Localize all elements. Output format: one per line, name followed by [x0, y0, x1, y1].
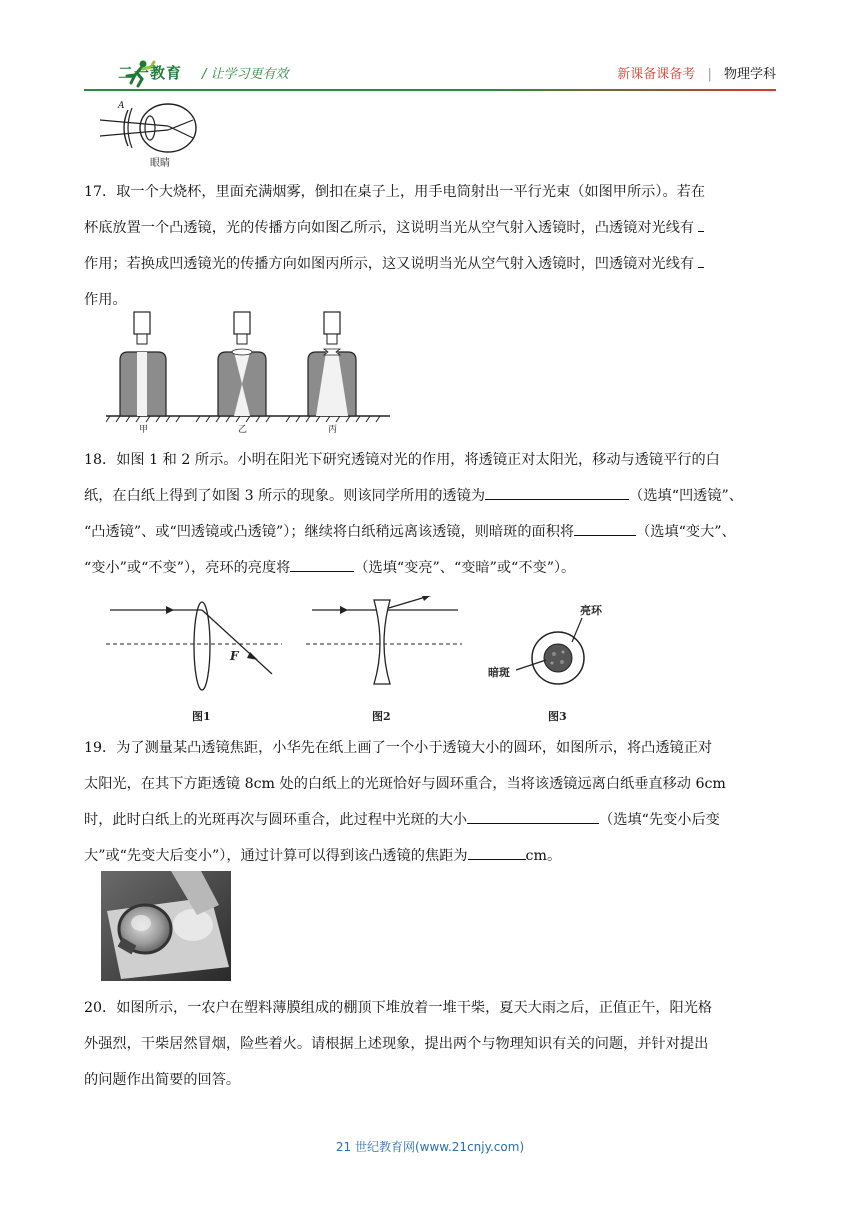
header-subject: 物理学科	[723, 67, 776, 82]
header-course-label: 新课备课备考	[617, 67, 696, 82]
q19-line: 大”或“先变大后变小”），通过计算可以得到该凸透镜的焦距为 cm。	[84, 838, 776, 874]
q20-line: 20．如图所示，一农户在塑料薄膜组成的棚顶下堆放着一堆干柴，夏天大雨之后，正值正午，阳光格	[84, 1000, 713, 1016]
answer-blank-spot-size[interactable]	[467, 807, 599, 824]
lens-figures	[106, 596, 726, 726]
page-header	[84, 58, 776, 92]
answer-blank[interactable]	[698, 215, 704, 232]
q18-line: 18．如图 1 和 2 所示。小明在阳光下研究透镜对光的作用，将透镜正对太阳光，移动与透镜平行的白	[84, 452, 720, 468]
q18-line: “凸透镜”、或“凹透镜或凸透镜”）；继续将白纸稍远离该透镜，则暗斑的面积将 （选填“变大”、	[84, 514, 776, 550]
fig-label-jia: 甲	[139, 425, 149, 435]
answer-blank-spot-area[interactable]	[574, 519, 636, 536]
lens-photo	[101, 871, 231, 981]
beaker-bing	[308, 312, 356, 416]
dark-spot-label: 暗斑	[488, 666, 510, 679]
q17-line: 杯底放置一个凸透镜，光的传播方向如图乙所示，这说明当光从空气射入透镜时，凸透镜对光线有	[84, 210, 776, 246]
fig-label-yi: 乙	[238, 425, 248, 435]
q19-line: 19．为了测量某凸透镜焦距，小华先在纸上画了一个小于透镜大小的圆环，如图所示，将凸透镜正对	[84, 740, 713, 756]
beaker-jia	[120, 312, 166, 416]
beaker-figure	[106, 308, 396, 436]
q17-line: 17．取一个大烧杯，里面充满烟雾，倒扣在桌子上，用手电筒射出一平行光束（如图甲所示）。若在	[84, 184, 706, 200]
q17-line: 作用。	[84, 292, 127, 308]
fig2-caption: 图2	[372, 710, 391, 723]
q18-line: 纸，在白纸上得到了如图 3 所示的现象。则该同学所用的透镜为 （选填“凹透镜”、	[84, 478, 776, 514]
question-17	[84, 174, 776, 318]
answer-blank-brightness[interactable]	[290, 555, 354, 572]
eye-diagram	[98, 98, 208, 170]
beaker-yi	[218, 312, 266, 416]
focus-label: F	[230, 649, 239, 663]
figure-1-convex-lens	[106, 602, 282, 723]
figure-3-light-ring	[488, 603, 603, 723]
eye-caption: 眼睛	[150, 158, 170, 169]
question-19	[84, 730, 776, 874]
answer-blank-lens-type[interactable]	[485, 483, 629, 500]
q20-line: 的问题作出简要的回答。	[84, 1072, 241, 1088]
figure-2-concave-lens	[306, 596, 462, 723]
answer-blank-focal-length[interactable]	[468, 843, 526, 860]
fig-label-bing: 丙	[328, 425, 338, 435]
q18-line: “变小”或“不变”），亮环的亮度将 （选填“变亮”、“变暗”或“不变”）。	[84, 550, 776, 586]
q19-line: 时，此时白纸上的光斑再次与圆环重合，此过程中光斑的大小 （选填“先变小后变	[84, 802, 776, 838]
q19-line: 太阳光，在其下方距透镜 8cm 处的白纸上的光斑恰好与圆环重合，当将该透镜远离白纸垂直移动 6cm	[84, 776, 726, 792]
page-footer: 21 世纪教育网(www.21cnjy.com)	[335, 1140, 525, 1154]
eye-label-a: A	[118, 101, 125, 111]
fig3-caption: 图3	[548, 710, 567, 723]
logo-text: 二一教育	[118, 64, 183, 82]
q20-line: 外强烈，干柴居然冒烟，险些着火。请根据上述现象，提出两个与物理知识有关的问题，并针对提出	[84, 1036, 709, 1052]
answer-blank[interactable]	[698, 251, 704, 268]
header-right	[617, 63, 776, 82]
q17-line: 作用；若换成凹透镜光的传播方向如图丙所示，这又说明当光从空气射入透镜时，凹透镜对光线有	[84, 246, 776, 282]
bright-ring-label: 亮环	[580, 604, 602, 617]
header-slogan: / 让学习更有效	[202, 67, 289, 82]
question-20	[84, 990, 776, 1098]
header-separator: |	[707, 67, 712, 82]
fig1-caption: 图1	[192, 710, 211, 723]
question-18	[84, 442, 776, 586]
header-divider	[84, 89, 776, 91]
